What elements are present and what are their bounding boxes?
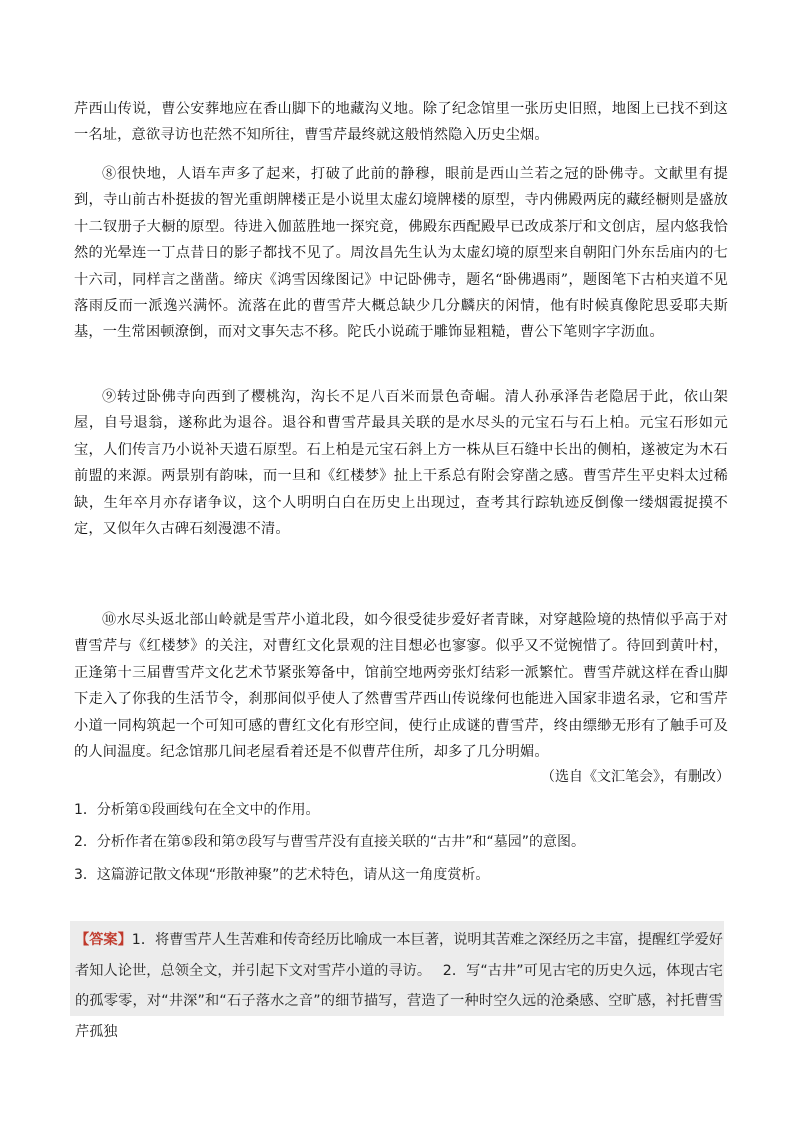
question-3: 3．这篇游记散文体现“形散神聚”的艺术特色，请从这一角度赏析。 <box>74 867 490 883</box>
question-2: 2．分析作者在第⑤段和第⑦段写与曹雪芹没有直接关联的“古井”和“墓园”的意图。 <box>74 834 586 850</box>
question-1: 1．分析第①段画线句在全文中的作用。 <box>74 802 320 818</box>
answer-text-block <box>75 925 723 1047</box>
article-paragraph-10: ⑩水尽头返北部山岭就是雪芹小道北段，如今很受徒步爱好者青睐，对穿越险境的热情似乎高于对曹雪芹与《红楼梦》的关注，对曹红文化景观的注目想必也寥寥。似乎又不觉惋惜了。待回到黄叶村，正逢第十三届曹雪芹文化艺术节紧张筹备中，馆前空地两旁张灯结彩一派繁忙。曹雪芹就这样在香山脚下走入了你我的生活节令，刹那间似乎使人了然曹雪芹西山传说缘何也能进入国家非遗名录，它和雪芹小道一同构筑起一个可知可感的曹红文化有形空间，使行止成谜的曹雪芹，终由缥缈无形有了触手可及的人间温度。纪念馆那几间老屋看着还是不似曹芹住所，却多了几分明媚。 <box>74 612 728 761</box>
article-paragraph-9: ⑨转过卧佛寺向西到了樱桃沟，沟长不足八百米而景色奇崛。清人孙承泽告老隐居于此，依山架屋，自号退翁，遂称此为退谷。退谷和曹雪芹最具关联的是水尽头的元宝石与石上柏。元宝石形如元宝，人们传言乃小说补天遗石原型。石上柏是元宝石斜上方一株从巨石缝中长出的侧柏，遂被定为木石前盟的来源。两景别有韵味，而一旦和《红楼梦》扯上干系总有附会穿凿之感。曹雪芹生平史料太过稀缺，生年卒月亦存诸争议，这个人明明白白在历史上出现过，查考其行踪轨迹反倒像一缕烟霞捉摸不定，又似年久古碑石刻漫漶不清。 <box>74 389 728 538</box>
answer-content: 1．将曹雪芹人生苦难和传奇经历比喻成一本巨著，说明其苦难之深经历之丰富，提醒红学爱好者知人论世，总领全文，并引起下文对雪芹小道的寻访。 2．写“古井”可见古宅的历史久远，体现古宅的孤零零，对“井深”和“石子落水之音”的细节描写，营造了一种时空久远的沧桑感、空旷感，衬托曹雪芹孤独 <box>75 932 723 1040</box>
article-paragraph-continued: 芹西山传说，曹公安葬地应在香山脚下的地藏沟义地。除了纪念馆里一张历史旧照，地图上已找不到这一名址，意欲寻访也茫然不知所往，曹雪芹最终就这般悄然隐入历史尘烟。 <box>74 101 728 144</box>
answer-label: 【答案】 <box>75 932 132 948</box>
article-paragraph-8: ⑧很快地，人语车声多了起来，打破了此前的静穆，眼前是西山兰若之冠的卧佛寺。文献里有提到，寺山前古朴挺拔的智光重朗牌楼正是小说里太虚幻境牌楼的原型，寺内佛殿两庑的藏经橱则是盛放十二钗册子大橱的原型。待进入伽蓝胜地一探究竟，佛殿东西配殿早已改成茶厅和文创店，屋内悠我恰然的光晕连一丁点昔日的影子都找不见了。周汝昌先生认为太虚幻境的原型来自朝阳门外东岳庙内的七十六司，同样言之凿凿。缔庆《鸿雪因缘图记》中记卧佛寺，题名“卧佛遇雨”，题图笔下古柏夹道不见落雨反而一派逸兴满怀。流落在此的曹雪芹大概总缺少几分麟庆的闲情，他有时候真像陀思妥耶夫斯基，一生常困顿潦倒，而对文事矢志不移。陀氏小说疏于雕饰显粗糙，曹公下笔则字字沥血。 <box>74 166 728 341</box>
article-source: （选自《文汇笔会》，有删改） <box>541 769 730 785</box>
